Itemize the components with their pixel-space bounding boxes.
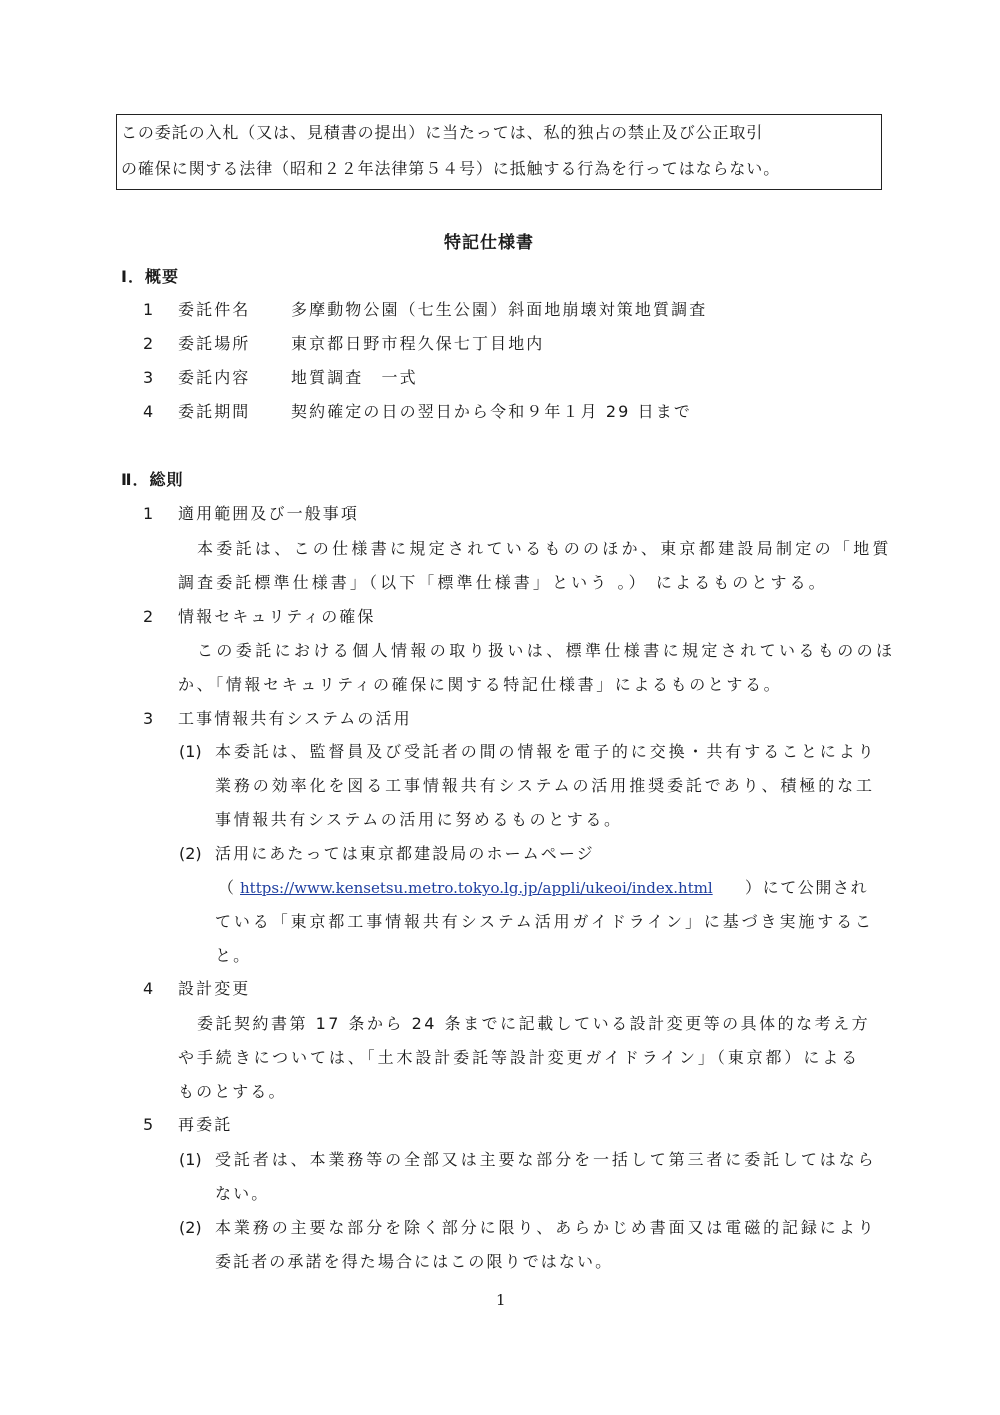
paragraph-line: この委託における個人情報の取り扱いは、標準仕様書に規定されているもののほ xyxy=(197,641,896,660)
overview-item-number: 1 xyxy=(143,300,154,319)
overview-item-label: 委託件名 xyxy=(178,300,251,319)
overview-item-number: 3 xyxy=(143,368,154,387)
page-number: 1 xyxy=(496,1291,506,1309)
paragraph-line: ）にて公開され xyxy=(745,878,869,897)
general-item-title: 情報セキュリティの確保 xyxy=(178,607,376,626)
paragraph-line: 本委託は、監督員及び受託者の間の情報を電子的に交換・共有することにより xyxy=(215,742,877,761)
general-item-number: 1 xyxy=(143,504,154,523)
paragraph-line: か、「情報セキュリティの確保に関する特記仕様書」によるものとする。 xyxy=(178,675,783,694)
general-item-title: 工事情報共有システムの活用 xyxy=(178,709,412,728)
paragraph-line: 事情報共有システムの活用に努めるものとする。 xyxy=(215,810,623,829)
overview-item-label: 委託内容 xyxy=(178,368,251,387)
general-item-title: 適用範囲及び一般事項 xyxy=(178,504,360,523)
notice-line-2: の確保に関する法律（昭和２２年法律第５４号）に抵触する行為を行ってはならない。 xyxy=(121,159,781,178)
overview-item-label: 委託期間 xyxy=(178,402,251,421)
paren-open: （ xyxy=(218,878,235,897)
paragraph-line: 調査委託標準仕様書」（以下「標準仕様書」という 。） によるものとする。 xyxy=(178,573,828,592)
general-item-title: 再委託 xyxy=(178,1115,233,1134)
overview-item-number: 4 xyxy=(143,402,154,421)
paragraph-line: 委託契約書第 17 条から 24 条までに記載している設計変更等の具体的な考え方 xyxy=(197,1014,871,1033)
section-2-heading: Ⅱ．総則 xyxy=(121,470,184,489)
paragraph-line: 活用にあたっては東京都建設局のホームページ xyxy=(215,844,595,863)
paragraph-line: ものとする。 xyxy=(178,1082,287,1101)
paragraph-line: ている「東京都工事情報共有システム活用ガイドライン」に基づき実施するこ xyxy=(215,912,874,931)
section-1-heading: Ⅰ．概要 xyxy=(121,267,179,286)
overview-item-value: 契約確定の日の翌日から令和９年１月 29 日まで xyxy=(291,402,692,421)
sub-item-number: (2) xyxy=(179,844,202,863)
paragraph-line: 本委託は、この仕様書に規定されているもののほか、東京都建設局制定の「地質 xyxy=(197,539,892,558)
general-item-number: 4 xyxy=(143,979,154,998)
notice-line-1: この委託の入札（又は、見積書の提出）に当たっては、私的独占の禁止及び公正取引 xyxy=(121,123,764,142)
general-item-number: 3 xyxy=(143,709,154,728)
overview-item-value: 多摩動物公園（七生公園）斜面地崩壊対策地質調査 xyxy=(291,300,708,319)
general-item-number: 2 xyxy=(143,607,154,626)
overview-item-value: 地質調査 一式 xyxy=(291,368,418,387)
sub-item-number: (2) xyxy=(179,1218,202,1237)
paragraph-line: や手続きについては、「土木設計委託等設計変更ガイドライン」（東京都）による xyxy=(178,1048,861,1067)
paragraph-line: 本業務の主要な部分を除く部分に限り、あらかじめ書面又は電磁的記録により xyxy=(215,1218,877,1237)
paragraph-line: 委託者の承諾を得た場合にはこの限りではない。 xyxy=(215,1252,614,1271)
general-item-number: 5 xyxy=(143,1115,154,1134)
paragraph-line: ない。 xyxy=(215,1184,270,1203)
overview-item-label: 委託場所 xyxy=(178,334,251,353)
guideline-url-link[interactable]: https://www.kensetsu.metro.tokyo.lg.jp/appli/ukeoi/index.html xyxy=(240,879,713,897)
overview-item-number: 2 xyxy=(143,334,154,353)
overview-item-value: 東京都日野市程久保七丁目地内 xyxy=(291,334,545,353)
general-item-title: 設計変更 xyxy=(178,979,251,998)
sub-item-number: (1) xyxy=(179,1150,202,1169)
document-title: 特記仕様書 xyxy=(444,233,534,253)
sub-item-number: (1) xyxy=(179,742,202,761)
paragraph-line: 業務の効率化を図る工事情報共有システムの活用推奨委託であり、積極的な工 xyxy=(215,776,875,795)
paragraph-line: 受託者は、本業務等の全部又は主要な部分を一括して第三者に委託してはなら xyxy=(215,1150,877,1169)
paragraph-line: と。 xyxy=(215,946,252,965)
